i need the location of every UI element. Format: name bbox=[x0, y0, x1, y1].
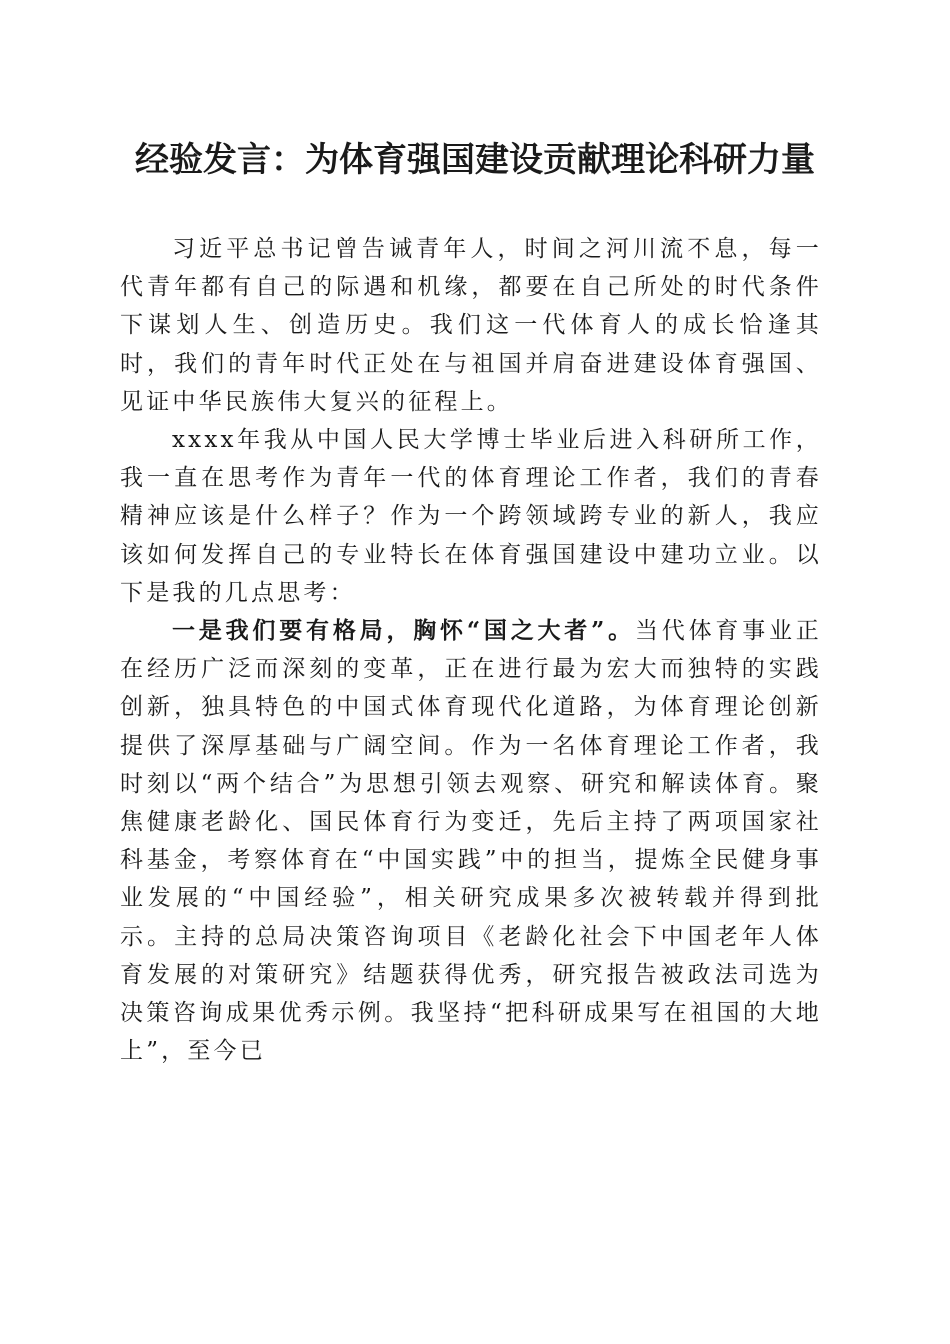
paragraph-1 bbox=[120, 230, 822, 421]
paragraph-2-text: xxxx年我从中国人民大学博士毕业后进入科研所工作，我一直在思考作为青年一代的体育理论工作者，我们的青春精神应该是什么样子？作为一个跨领域跨专业的新人，我应该如何发挥自己的专业特长在体育强国建设中建功立业。以下是我的几点思考： bbox=[120, 427, 822, 606]
paragraph-2 bbox=[120, 421, 822, 612]
paragraph-1-text: 习近平总书记曾告诫青年人，时间之河川流不息，每一代青年都有自己的际遇和机缘，都要在自己所处的时代条件下谋划人生、创造历史。我们这一代体育人的成长恰逢其时，我们的青年时代正处在与祖国并肩奋进建设体育强国、见证中华民族伟大复兴的征程上。 bbox=[120, 236, 822, 415]
document-title: 经验发言：为体育强国建设贡献理论科研力量 bbox=[135, 140, 815, 180]
document-body bbox=[120, 230, 822, 1070]
paragraph-3 bbox=[120, 612, 822, 1070]
paragraph-3-text: 当代体育事业正在经历广泛而深刻的变革，正在进行最为宏大而独特的实践创新，独具特色的中国式体育现代化道路，为体育理论创新提供了深厚基础与广阔空间。作为一名体育理论工作者，我时刻以“两个结合”为思想引领去观察、研究和解读体育。聚焦健康老龄化、国民体育行为变迁，先后主持了两项国家社科基金，考察体育在“中国实践”中的担当，提炼全民健身事业发展的“中国经验”，相关研究成果多次被转载并得到批示。主持的总局决策咨询项目《老龄化社会下中国老年人体育发展的对策研究》结题获得优秀，研究报告被政法司选为决策咨询成果优秀示例。我坚持“把科研成果写在祖国的大地上”，至今已 bbox=[120, 618, 823, 1065]
paragraph-3-lead: 一是我们要有格局，胸怀“国之大者”。 bbox=[172, 617, 635, 645]
